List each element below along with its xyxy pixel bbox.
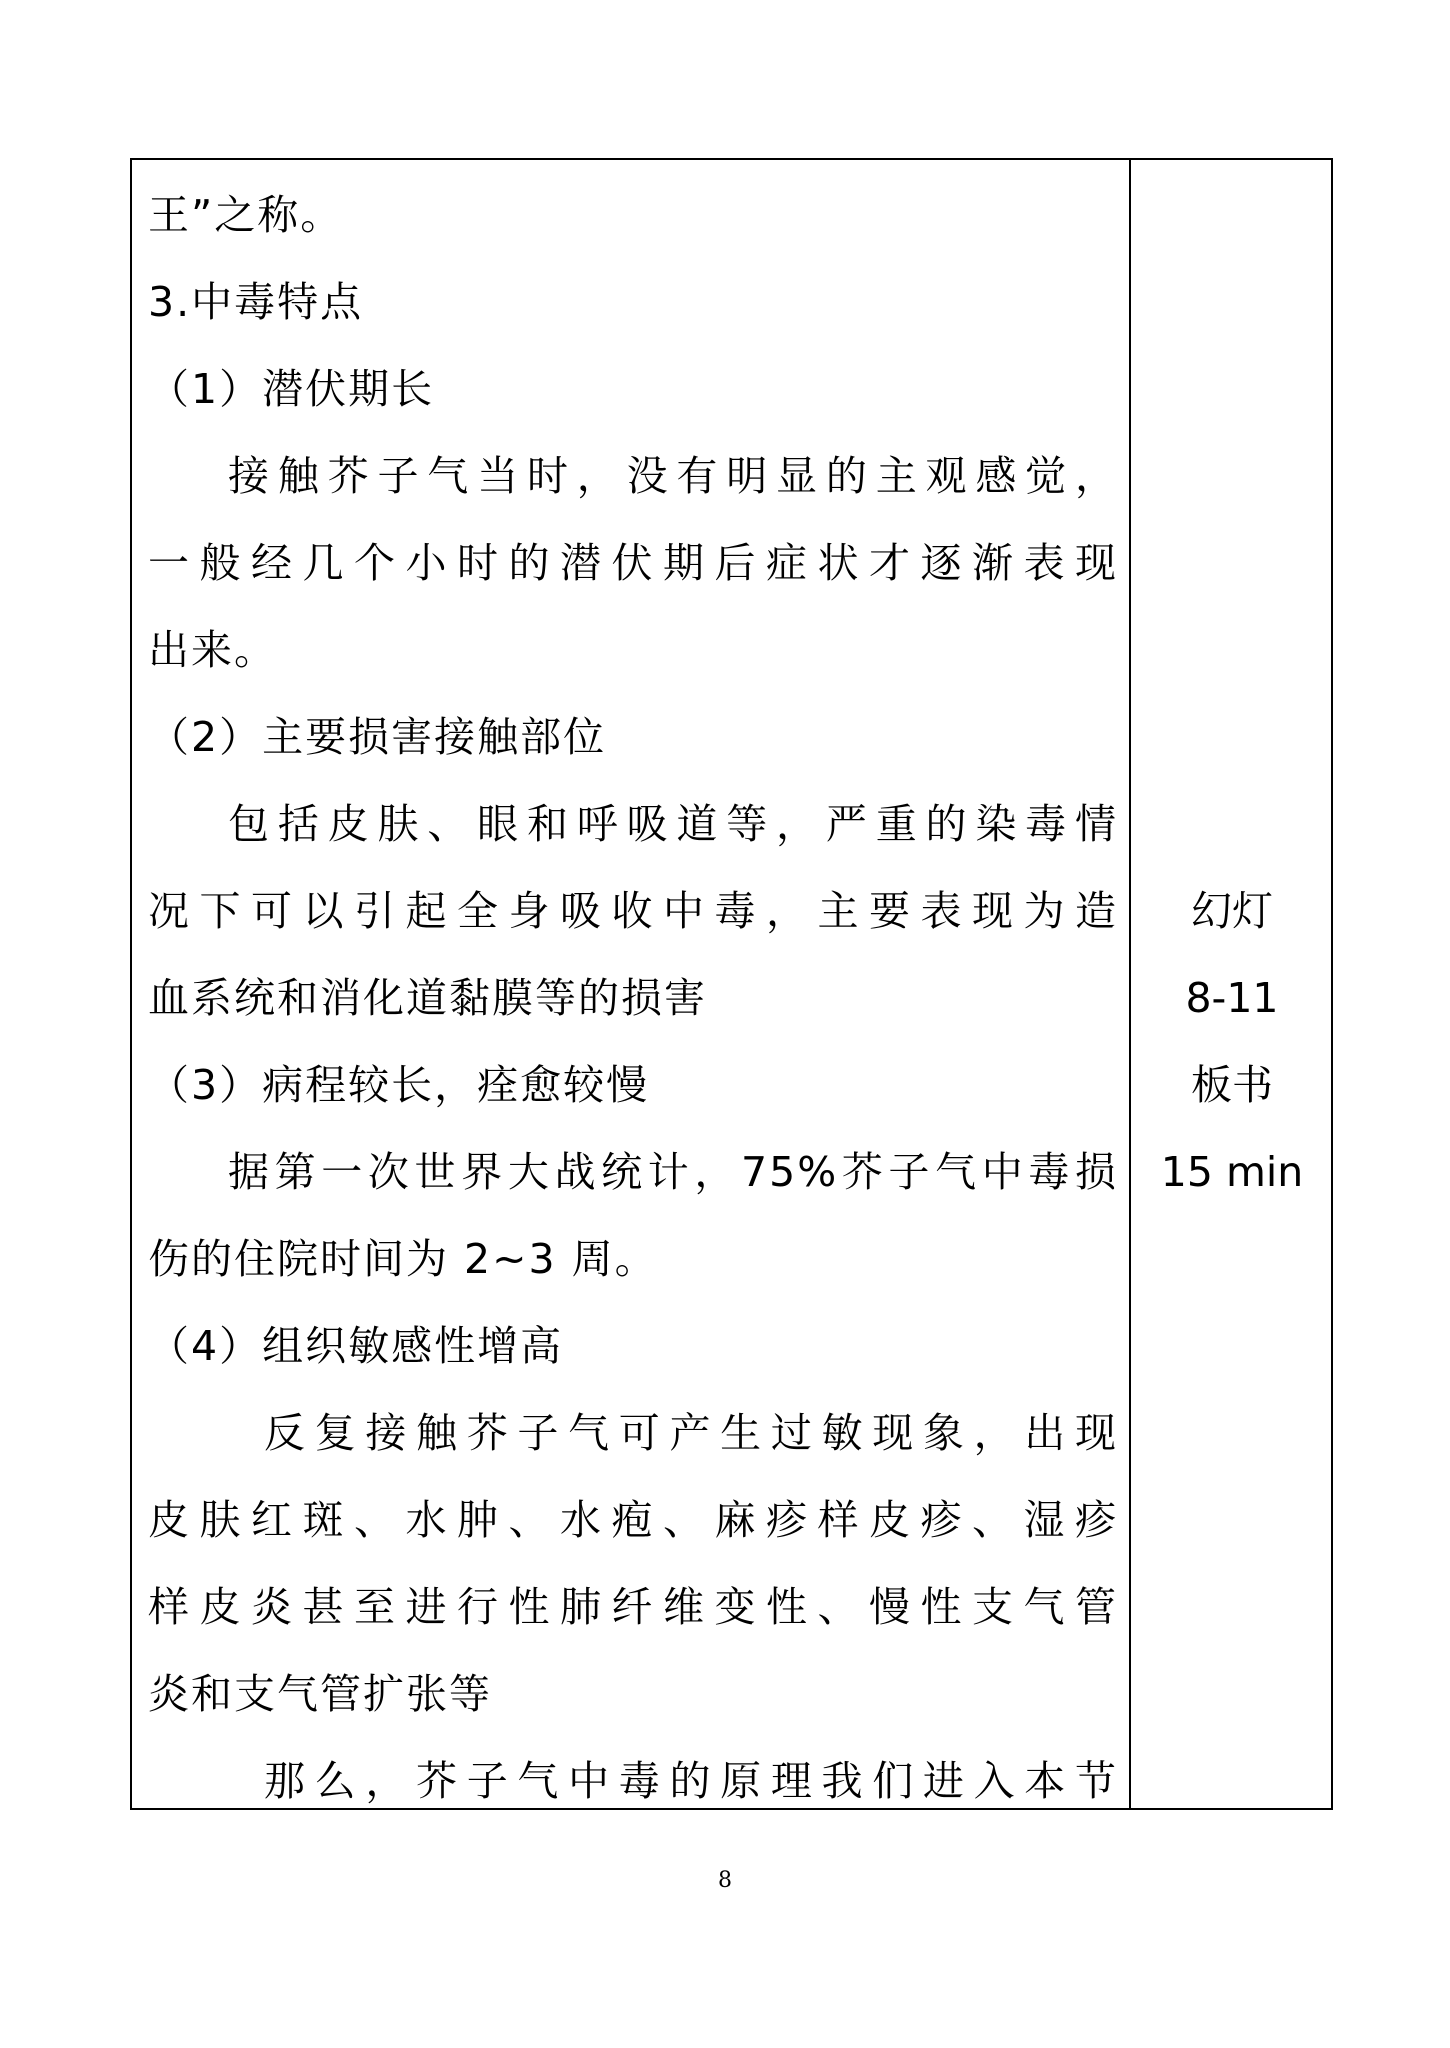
- content-cell: [132, 160, 1129, 1808]
- text-line-5: 一般经几个小时的潜伏期后症状才逐渐表现: [148, 539, 1118, 587]
- board-label: 板书: [1191, 1061, 1273, 1109]
- text-line-12: 据第一次世界大战统计，75%芥子气中毒损: [228, 1148, 1118, 1196]
- text-line-17: 样皮炎甚至进行性肺纤维变性、慢性支气管: [148, 1583, 1118, 1631]
- text-line-8: 包括皮肤、眼和呼吸道等，严重的染毒情: [228, 800, 1118, 848]
- subheading-4: （4）组织敏感性增高: [148, 1322, 564, 1370]
- text-line-4: 接触芥子气当时，没有明显的主观感觉，: [228, 452, 1118, 500]
- lesson-table: [130, 158, 1333, 1810]
- text-line-13: 伤的住院时间为 2~3 周。: [148, 1235, 658, 1283]
- section-heading-poisoning-features: 3.中毒特点: [148, 278, 364, 326]
- side-notes-cell: [1131, 160, 1333, 1808]
- duration: 15 min: [1160, 1148, 1304, 1196]
- subheading-2: （2）主要损害接触部位: [148, 713, 607, 761]
- text-line-9: 况下可以引起全身吸收中毒，主要表现为造: [148, 887, 1118, 935]
- text-line-10: 血系统和消化道黏膜等的损害: [148, 974, 707, 1022]
- text-line-18: 炎和支气管扩张等: [148, 1670, 492, 1718]
- slides-label: 幻灯: [1191, 887, 1273, 935]
- text-line-1: 王”之称。: [148, 191, 344, 239]
- text-line-6: 出来。: [148, 626, 277, 674]
- subheading-3: （3）病程较长，痊愈较慢: [148, 1061, 650, 1109]
- text-line-15: 反复接触芥子气可产生过敏现象，出现: [264, 1409, 1118, 1457]
- text-line-19: 那么，芥子气中毒的原理我们进入本节: [264, 1757, 1118, 1805]
- page-number: 8: [718, 1868, 732, 1893]
- text-line-16: 皮肤红斑、水肿、水疱、麻疹样皮疹、湿疹: [148, 1496, 1118, 1544]
- slides-range: 8-11: [1185, 974, 1279, 1022]
- subheading-1: （1）潜伏期长: [148, 365, 435, 413]
